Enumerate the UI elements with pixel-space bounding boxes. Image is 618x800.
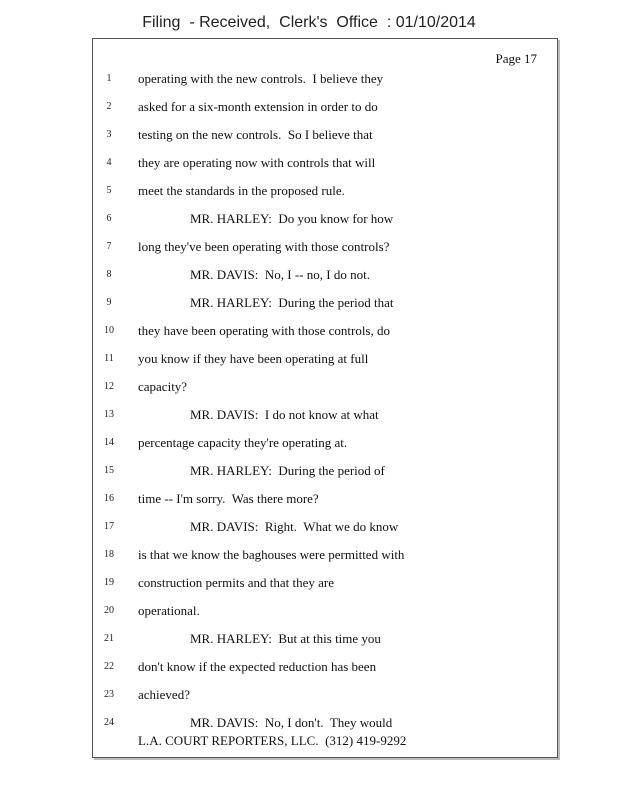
line-text: achieved? [138, 687, 190, 702]
line-text: MR. HARLEY: During the period that [190, 295, 394, 310]
transcript-line [93, 377, 557, 397]
transcript-line [93, 713, 557, 733]
line-text: construction permits and that they are [138, 575, 335, 590]
line-text: meet the standards in the proposed rule. [138, 183, 345, 198]
line-number: 18 [104, 549, 114, 560]
line-text: MR. HARLEY: But at this time you [190, 631, 381, 646]
line-text: MR. DAVIS: No, I -- no, I do not. [190, 267, 370, 282]
line-text: long they've been operating with those controls? [138, 239, 390, 254]
line-text: MR. DAVIS: I do not know at what [190, 407, 379, 422]
line-text: they are operating now with controls that will [138, 155, 376, 170]
transcript-line [93, 69, 557, 89]
line-text: is that we know the baghouses were permitted with [138, 547, 405, 562]
line-number: 22 [104, 661, 114, 672]
transcript-line [93, 489, 557, 509]
line-text: capacity? [138, 379, 188, 394]
line-number: 24 [104, 717, 114, 728]
transcript-line [93, 181, 557, 201]
filing-stamp: Filing - Received, Clerk's Office : 01/10/2014 [142, 14, 476, 31]
transcript-line [93, 349, 557, 369]
line-text: they have been operating with those controls, do [138, 323, 390, 338]
transcript-line [93, 97, 557, 117]
transcript-line [93, 321, 557, 341]
line-text: asked for a six-month extension in order to do [138, 99, 378, 114]
line-text: MR. HARLEY: Do you know for how [190, 211, 394, 226]
transcript-line [93, 629, 557, 649]
transcript-line [93, 573, 557, 593]
line-number: 1 [106, 73, 112, 84]
line-text: testing on the new controls. So I believe that [138, 127, 373, 142]
line-text: percentage capacity they're operating at. [138, 435, 348, 450]
transcript-line [93, 657, 557, 677]
transcript-line [93, 545, 557, 565]
line-number: 16 [104, 493, 114, 504]
line-number: 13 [104, 409, 114, 420]
line-text: don't know if the expected reduction has been [138, 659, 377, 674]
transcript-line [93, 237, 557, 257]
line-number: 3 [106, 129, 112, 140]
transcript-line [93, 405, 557, 425]
court-reporter-footer: L.A. COURT REPORTERS, LLC. (312) 419-9292 [138, 733, 407, 748]
transcript-line [93, 125, 557, 145]
transcript-line [93, 265, 557, 285]
transcript-line [93, 461, 557, 481]
line-number: 15 [104, 465, 114, 476]
line-number: 14 [104, 437, 114, 448]
transcript-line [93, 685, 557, 705]
line-number: 20 [104, 605, 114, 616]
line-text: operational. [138, 603, 200, 618]
line-text: MR. HARLEY: During the period of [190, 463, 385, 478]
line-text: time -- I'm sorry. Was there more? [138, 491, 319, 506]
line-number: 9 [106, 297, 112, 308]
line-number: 21 [104, 633, 114, 644]
line-number: 11 [104, 353, 114, 364]
transcript-line [93, 209, 557, 229]
line-number: 7 [106, 241, 112, 252]
line-text: operating with the new controls. I believe they [138, 71, 384, 86]
transcript-page [92, 38, 558, 758]
line-number: 4 [106, 157, 112, 168]
line-number: 6 [106, 213, 112, 224]
line-number: 17 [104, 521, 114, 532]
line-number: 19 [104, 577, 114, 588]
line-number: 10 [104, 325, 114, 336]
page-number: Page 17 [495, 51, 537, 66]
line-number: 23 [104, 689, 114, 700]
line-number: 2 [106, 101, 112, 112]
line-text: MR. DAVIS: Right. What we do know [190, 519, 399, 534]
transcript-line [93, 293, 557, 313]
line-text: you know if they have been operating at full [138, 351, 369, 366]
line-number: 5 [106, 185, 112, 196]
line-number: 12 [104, 381, 114, 392]
line-number: 8 [106, 269, 112, 280]
transcript-line [93, 517, 557, 537]
transcript-line [93, 601, 557, 621]
transcript-line [93, 433, 557, 453]
transcript-line [93, 153, 557, 173]
line-text: MR. DAVIS: No, I don't. They would [190, 715, 393, 730]
